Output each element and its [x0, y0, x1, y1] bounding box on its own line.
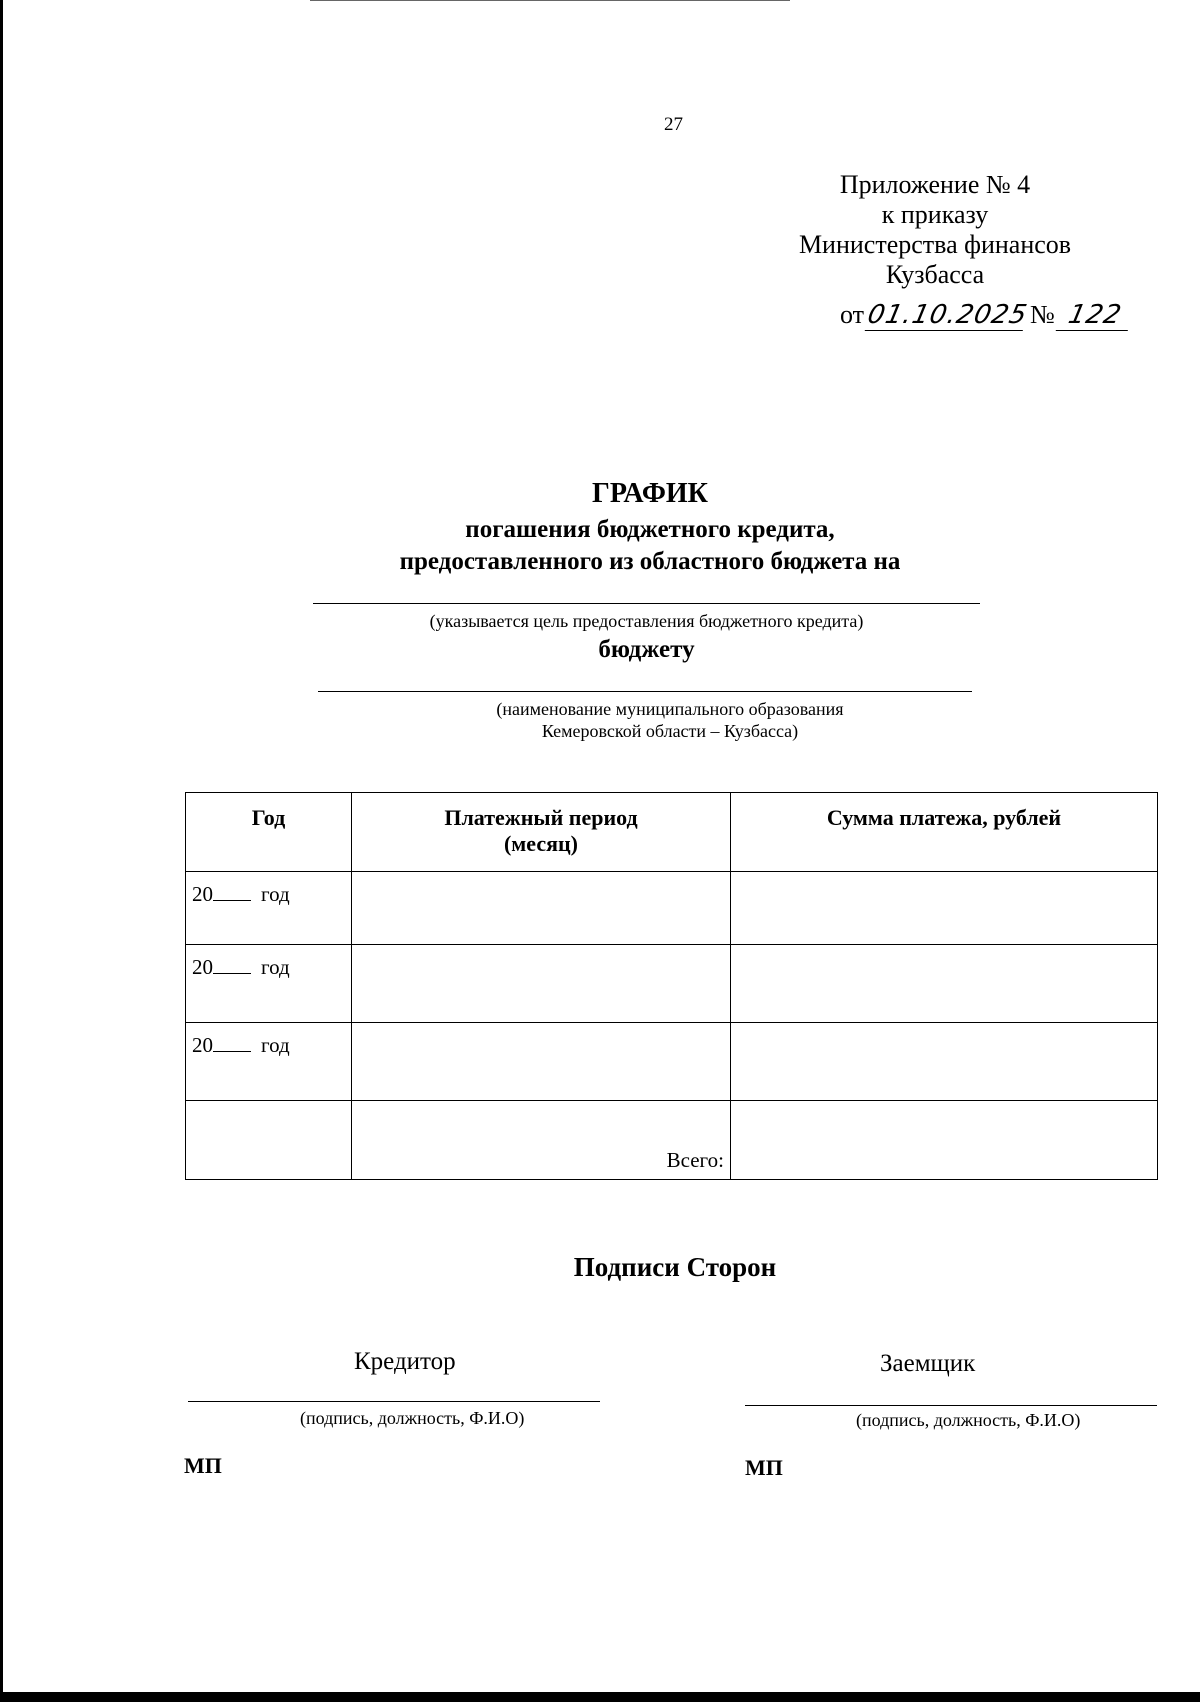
year-cell: [186, 1023, 352, 1101]
table-row: [186, 945, 1158, 1023]
total-label: Всего:: [352, 1101, 731, 1180]
appendix-line: к приказу: [881, 200, 989, 229]
year-blank: [213, 900, 251, 901]
header-period-line: (месяц): [503, 831, 578, 856]
table-row: [186, 872, 1158, 945]
order-reference: [840, 300, 1131, 331]
signatures-title: Подписи Сторон: [573, 1252, 777, 1282]
from-label: от: [840, 300, 865, 329]
total-sum-cell: [731, 1101, 1158, 1180]
year-prefix: 20: [192, 882, 213, 906]
appendix-line: Приложение № 4: [839, 170, 1031, 199]
number-label: №: [1030, 300, 1055, 329]
title-line-2: погашения бюджетного кредита,: [465, 516, 835, 543]
year-prefix: 20: [192, 1033, 213, 1057]
budget-word: бюджету: [598, 636, 695, 663]
total-row: [186, 1101, 1158, 1180]
scan-border: [0, 1692, 1200, 1702]
scan-artifact-line: [310, 0, 790, 1]
sum-cell: [731, 1023, 1158, 1101]
year-blank: [213, 1051, 251, 1052]
year-suffix: год: [261, 955, 290, 979]
municipality-hint: (наименование муниципального образования: [496, 699, 844, 719]
order-number-handwritten: 122: [1056, 300, 1135, 331]
purpose-blank-line: [313, 603, 980, 604]
borrower-signature-line: [745, 1405, 1157, 1406]
appendix-line: Кузбасса: [885, 260, 985, 289]
order-date-handwritten: 01.10.2025: [864, 300, 1031, 330]
document-title: ГРАФИК: [592, 478, 708, 509]
borrower-signature-hint: (подпись, должность, Ф.И.О): [856, 1410, 1081, 1430]
sum-cell: [731, 945, 1158, 1023]
year-suffix: год: [261, 882, 290, 906]
table-header-row: [186, 793, 1158, 872]
sum-cell: [731, 872, 1158, 945]
header-year: Год: [186, 793, 352, 872]
repayment-schedule-table: [185, 792, 1158, 1180]
appendix-line: Министерства финансов: [798, 230, 1072, 259]
header-sum: Сумма платежа, рублей: [731, 793, 1158, 872]
creditor-seal-placeholder: МП: [184, 1453, 222, 1478]
header-period-line: Платежный период: [444, 805, 638, 830]
year-suffix: год: [261, 1033, 290, 1057]
scan-border: [0, 0, 3, 1702]
year-prefix: 20: [192, 955, 213, 979]
purpose-hint: (указывается цель предоставления бюджетного кредита): [429, 611, 864, 631]
year-cell: [186, 872, 352, 945]
empty-cell: [186, 1101, 352, 1180]
year-blank: [213, 973, 251, 974]
year-cell: [186, 945, 352, 1023]
creditor-signature-line: [188, 1401, 600, 1402]
period-cell: [352, 1023, 731, 1101]
period-cell: [352, 872, 731, 945]
creditor-signature-hint: (подпись, должность, Ф.И.О): [300, 1408, 525, 1428]
creditor-label: Кредитор: [354, 1348, 456, 1375]
header-period: [352, 793, 731, 872]
table-row: [186, 1023, 1158, 1101]
title-line-3: предоставленного из областного бюджета на: [399, 548, 901, 575]
municipality-blank-line: [318, 691, 972, 692]
borrower-label: Заемщик: [880, 1350, 976, 1377]
page-number: 27: [664, 114, 683, 135]
municipality-hint: Кемеровской области – Кузбасса): [541, 721, 799, 741]
borrower-seal-placeholder: МП: [745, 1455, 783, 1480]
period-cell: [352, 945, 731, 1023]
appendix-header: [725, 170, 1145, 290]
